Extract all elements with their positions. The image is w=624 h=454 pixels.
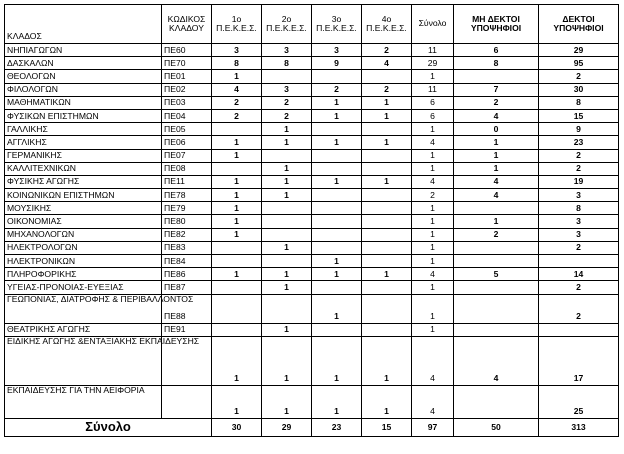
cell-pekes-2: 1 — [262, 136, 312, 149]
cell-klados: ΥΓΕΙΑΣ-ΠΡΟΝΟΙΑΣ-ΕΥΕΞΙΑΣ — [5, 281, 162, 294]
cell-pekes-3: 1 — [312, 268, 362, 281]
cell-pekes-2: 1 — [262, 175, 312, 188]
cell-kodikos: ΠΕ08 — [162, 162, 212, 175]
cell-pekes-2 — [262, 255, 312, 268]
cell-pekes-2: 1 — [262, 323, 312, 336]
cell-pekes-3: 9 — [312, 57, 362, 70]
cell-pekes-1: 1 — [212, 215, 262, 228]
table-row — [5, 96, 619, 109]
cell-klados: ΗΛΕΚΤΡΟΛΟΓΩΝ — [5, 241, 162, 254]
cell-pekes-2: 3 — [262, 44, 312, 57]
cell-kodikos: ΠΕ04 — [162, 109, 212, 122]
cell-pekes-3 — [312, 215, 362, 228]
cell-kodikos: ΠΕ01 — [162, 70, 212, 83]
cell-mh-dektoi — [454, 255, 539, 268]
cell-kodikos: ΠΕ83 — [162, 241, 212, 254]
cell-pekes-4 — [362, 162, 412, 175]
cell-kodikos: ΠΕ78 — [162, 189, 212, 202]
cell-mh-dektoi: 7 — [454, 83, 539, 96]
totals-pekes-1: 30 — [212, 418, 262, 436]
cell-pekes-1: 2 — [212, 96, 262, 109]
table-row — [5, 162, 619, 175]
table-row — [5, 189, 619, 202]
cell-pekes-2: 8 — [262, 57, 312, 70]
table-row — [5, 336, 619, 385]
cell-pekes-3: 1 — [312, 385, 362, 418]
cell-dektoi: 14 — [539, 268, 619, 281]
cell-mh-dektoi: 2 — [454, 96, 539, 109]
cell-klados: ΜΗΧΑΝΟΛΟΓΩΝ — [5, 228, 162, 241]
cell-dektoi: 19 — [539, 175, 619, 188]
cell-pekes-1: 1 — [212, 385, 262, 418]
cell-pekes-1 — [212, 323, 262, 336]
cell-klados: ΘΕΑΤΡΙΚΗΣ ΑΓΩΓΗΣ — [5, 323, 162, 336]
cell-dektoi: 23 — [539, 136, 619, 149]
cell-pekes-4 — [362, 215, 412, 228]
cell-pekes-1: 1 — [212, 70, 262, 83]
cell-dektoi: 3 — [539, 189, 619, 202]
cell-pekes-2: 3 — [262, 83, 312, 96]
cell-pekes-2: 1 — [262, 268, 312, 281]
cell-pekes-3: 1 — [312, 294, 362, 323]
cell-dektoi: 8 — [539, 96, 619, 109]
cell-klados: ΘΕΟΛΟΓΩΝ — [5, 70, 162, 83]
cell-pekes-4 — [362, 123, 412, 136]
cell-pekes-3 — [312, 189, 362, 202]
header-pekes-1: 1ο Π.Ε.Κ.Ε.Σ. — [212, 5, 262, 44]
cell-mh-dektoi: 5 — [454, 268, 539, 281]
cell-klados: ΦΙΛΟΛΟΓΩΝ — [5, 83, 162, 96]
cell-mh-dektoi: 1 — [454, 215, 539, 228]
cell-mh-dektoi: 2 — [454, 228, 539, 241]
cell-pekes-4: 1 — [362, 175, 412, 188]
cell-klados: ΟΙΚΟΝΟΜΙΑΣ — [5, 215, 162, 228]
cell-synolo: 4 — [412, 136, 454, 149]
cell-pekes-2: 1 — [262, 162, 312, 175]
cell-synolo: 1 — [412, 215, 454, 228]
cell-kodikos: ΠΕ05 — [162, 123, 212, 136]
cell-pekes-3: 1 — [312, 136, 362, 149]
cell-synolo: 2 — [412, 189, 454, 202]
cell-klados: ΚΑΛΛΙΤΕΧΝΙΚΩΝ — [5, 162, 162, 175]
cell-kodikos: ΠΕ86 — [162, 268, 212, 281]
totals-pekes-3: 23 — [312, 418, 362, 436]
cell-kodikos: ΠΕ87 — [162, 281, 212, 294]
cell-synolo: 1 — [412, 149, 454, 162]
totals-label: Σύνολο — [5, 418, 212, 436]
cell-pekes-2 — [262, 202, 312, 215]
header-mh-dektoi: ΜΗ ΔΕΚΤΟΙ ΥΠΟΨΗΦΙΟΙ — [454, 5, 539, 44]
cell-dektoi: 2 — [539, 162, 619, 175]
table-row — [5, 57, 619, 70]
cell-kodikos: ΠΕ79 — [162, 202, 212, 215]
table-row — [5, 123, 619, 136]
cell-synolo: 1 — [412, 202, 454, 215]
totals-pekes-2: 29 — [262, 418, 312, 436]
cell-kodikos: ΠΕ11 — [162, 175, 212, 188]
cell-synolo: 6 — [412, 109, 454, 122]
cell-mh-dektoi: 8 — [454, 57, 539, 70]
cell-pekes-4: 1 — [362, 109, 412, 122]
cell-synolo: 1 — [412, 241, 454, 254]
cell-klados: ΔΑΣΚΑΛΩΝ — [5, 57, 162, 70]
header-dektoi: ΔΕΚΤΟΙ ΥΠΟΨΗΦΙΟΙ — [539, 5, 619, 44]
cell-pekes-4 — [362, 255, 412, 268]
cell-synolo: 6 — [412, 96, 454, 109]
cell-synolo: 1 — [412, 228, 454, 241]
totals-row — [5, 418, 619, 436]
cell-pekes-4: 1 — [362, 336, 412, 385]
cell-mh-dektoi: 1 — [454, 162, 539, 175]
table-row — [5, 268, 619, 281]
table-row — [5, 136, 619, 149]
cell-pekes-2: 1 — [262, 385, 312, 418]
cell-dektoi: 25 — [539, 385, 619, 418]
cell-dektoi: 30 — [539, 83, 619, 96]
cell-pekes-4 — [362, 241, 412, 254]
cell-pekes-1: 1 — [212, 268, 262, 281]
header-pekes-2: 2ο Π.Ε.Κ.Ε.Σ. — [262, 5, 312, 44]
cell-pekes-4: 1 — [362, 268, 412, 281]
cell-kodikos: ΠΕ70 — [162, 57, 212, 70]
cell-klados: ΕΙΔΙΚΗΣ ΑΓΩΓΗΣ &ΕΝΤΑΞΙΑΚΗΣ ΕΚΠΑΙΔΕΥΣΗΣ — [5, 336, 162, 385]
cell-synolo: 1 — [412, 294, 454, 323]
cell-pekes-1: 1 — [212, 136, 262, 149]
cell-kodikos: ΠΕ88 — [162, 294, 212, 323]
table-row — [5, 149, 619, 162]
cell-pekes-1: 1 — [212, 149, 262, 162]
cell-pekes-1: 4 — [212, 83, 262, 96]
cell-klados: ΚΟΙΝΩΝΙΚΩΝ ΕΠΙΣΤΗΜΩΝ — [5, 189, 162, 202]
table-row — [5, 255, 619, 268]
cell-pekes-2: 1 — [262, 281, 312, 294]
cell-pekes-1 — [212, 294, 262, 323]
cell-dektoi: 8 — [539, 202, 619, 215]
cell-synolo: 1 — [412, 281, 454, 294]
cell-synolo: 1 — [412, 162, 454, 175]
cell-kodikos — [162, 385, 212, 418]
cell-klados: ΠΛΗΡΟΦΟΡΙΚΗΣ — [5, 268, 162, 281]
cell-pekes-2 — [262, 215, 312, 228]
cell-klados: ΓΑΛΛΙΚΗΣ — [5, 123, 162, 136]
cell-pekes-2: 1 — [262, 189, 312, 202]
cell-pekes-3: 1 — [312, 109, 362, 122]
totals-synolo: 97 — [412, 418, 454, 436]
cell-synolo: 11 — [412, 83, 454, 96]
cell-pekes-3 — [312, 149, 362, 162]
cell-pekes-3 — [312, 70, 362, 83]
cell-pekes-3 — [312, 162, 362, 175]
cell-pekes-2: 1 — [262, 336, 312, 385]
cell-kodikos: ΠΕ06 — [162, 136, 212, 149]
candidates-table — [4, 4, 619, 437]
table-row — [5, 385, 619, 418]
cell-synolo: 1 — [412, 123, 454, 136]
cell-kodikos: ΠΕ84 — [162, 255, 212, 268]
cell-mh-dektoi: 4 — [454, 336, 539, 385]
cell-dektoi: 2 — [539, 70, 619, 83]
cell-dektoi — [539, 255, 619, 268]
cell-klados: ΦΥΣΙΚΗΣ ΑΓΩΓΗΣ — [5, 175, 162, 188]
cell-pekes-3 — [312, 202, 362, 215]
cell-pekes-4 — [362, 294, 412, 323]
table-row — [5, 294, 619, 323]
cell-pekes-1: 8 — [212, 57, 262, 70]
cell-pekes-1: 1 — [212, 336, 262, 385]
cell-dektoi: 2 — [539, 281, 619, 294]
cell-synolo: 1 — [412, 70, 454, 83]
cell-pekes-3 — [312, 281, 362, 294]
table-row — [5, 323, 619, 336]
table-row — [5, 70, 619, 83]
table-wrapper — [4, 4, 619, 437]
cell-mh-dektoi — [454, 281, 539, 294]
cell-pekes-1: 1 — [212, 202, 262, 215]
header-pekes-4: 4ο Π.Ε.Κ.Ε.Σ. — [362, 5, 412, 44]
cell-pekes-2 — [262, 294, 312, 323]
cell-pekes-4 — [362, 189, 412, 202]
table-row — [5, 175, 619, 188]
table-row — [5, 281, 619, 294]
cell-mh-dektoi — [454, 294, 539, 323]
cell-pekes-4: 1 — [362, 385, 412, 418]
totals-dektoi: 313 — [539, 418, 619, 436]
cell-synolo: 4 — [412, 268, 454, 281]
cell-synolo: 4 — [412, 385, 454, 418]
cell-mh-dektoi: 0 — [454, 123, 539, 136]
cell-pekes-1: 1 — [212, 189, 262, 202]
cell-mh-dektoi: 4 — [454, 109, 539, 122]
cell-pekes-2: 2 — [262, 109, 312, 122]
header-row — [5, 5, 619, 44]
cell-pekes-1 — [212, 162, 262, 175]
cell-mh-dektoi: 1 — [454, 136, 539, 149]
cell-pekes-3 — [312, 241, 362, 254]
cell-dektoi: 3 — [539, 215, 619, 228]
cell-dektoi — [539, 323, 619, 336]
cell-synolo: 1 — [412, 323, 454, 336]
cell-dektoi: 2 — [539, 241, 619, 254]
cell-pekes-1: 2 — [212, 109, 262, 122]
cell-synolo: 11 — [412, 44, 454, 57]
cell-pekes-3: 1 — [312, 175, 362, 188]
cell-pekes-1 — [212, 123, 262, 136]
cell-kodikos: ΠΕ60 — [162, 44, 212, 57]
cell-pekes-4 — [362, 149, 412, 162]
table-row — [5, 228, 619, 241]
cell-pekes-4: 1 — [362, 136, 412, 149]
cell-pekes-4 — [362, 202, 412, 215]
cell-pekes-4: 2 — [362, 44, 412, 57]
cell-pekes-3: 1 — [312, 336, 362, 385]
cell-dektoi: 9 — [539, 123, 619, 136]
cell-mh-dektoi: 4 — [454, 189, 539, 202]
cell-synolo: 1 — [412, 255, 454, 268]
cell-mh-dektoi — [454, 202, 539, 215]
cell-dektoi: 95 — [539, 57, 619, 70]
cell-pekes-4 — [362, 70, 412, 83]
cell-dektoi: 29 — [539, 44, 619, 57]
cell-pekes-4: 4 — [362, 57, 412, 70]
cell-kodikos: ΠΕ03 — [162, 96, 212, 109]
cell-pekes-1: 3 — [212, 44, 262, 57]
cell-klados: ΓΕΩΠΟΝΙΑΣ, ΔΙΑΤΡΟΦΗΣ & ΠΕΡΙΒΑΛΛΟΝΤΟΣ — [5, 294, 162, 323]
cell-pekes-4: 1 — [362, 96, 412, 109]
cell-kodikos: ΠΕ91 — [162, 323, 212, 336]
cell-pekes-2 — [262, 70, 312, 83]
cell-klados: ΜΑΘΗΜΑΤΙΚΩΝ — [5, 96, 162, 109]
totals-pekes-4: 15 — [362, 418, 412, 436]
table-row — [5, 83, 619, 96]
cell-dektoi: 2 — [539, 149, 619, 162]
cell-pekes-4 — [362, 228, 412, 241]
cell-klados: ΓΕΡΜΑΝΙΚΗΣ — [5, 149, 162, 162]
cell-kodikos: ΠΕ07 — [162, 149, 212, 162]
cell-pekes-3 — [312, 123, 362, 136]
cell-mh-dektoi: 1 — [454, 149, 539, 162]
table-row — [5, 44, 619, 57]
cell-pekes-4 — [362, 281, 412, 294]
totals-mh-dektoi: 50 — [454, 418, 539, 436]
cell-mh-dektoi: 4 — [454, 175, 539, 188]
cell-dektoi: 17 — [539, 336, 619, 385]
table-body — [5, 44, 619, 419]
cell-klados: ΕΚΠΑΙΔΕΥΣΗΣ ΓΙΑ ΤΗΝ ΑΕΙΦΟΡΙΑ — [5, 385, 162, 418]
cell-pekes-3: 2 — [312, 83, 362, 96]
header-kodikos: ΚΩΔΙΚΟΣ ΚΛΑΔΟΥ — [162, 5, 212, 44]
cell-klados: ΦΥΣΙΚΩΝ ΕΠΙΣΤΗΜΩΝ — [5, 109, 162, 122]
cell-pekes-3 — [312, 228, 362, 241]
header-synolo: Σύνολο — [412, 5, 454, 44]
cell-pekes-2: 2 — [262, 96, 312, 109]
cell-klados: ΜΟΥΣΙΚΗΣ — [5, 202, 162, 215]
cell-mh-dektoi — [454, 241, 539, 254]
cell-dektoi: 15 — [539, 109, 619, 122]
cell-mh-dektoi — [454, 323, 539, 336]
cell-dektoi: 3 — [539, 228, 619, 241]
cell-pekes-3 — [312, 323, 362, 336]
cell-pekes-3: 1 — [312, 96, 362, 109]
cell-pekes-1: 1 — [212, 228, 262, 241]
cell-pekes-4 — [362, 323, 412, 336]
cell-pekes-1 — [212, 241, 262, 254]
cell-dektoi: 2 — [539, 294, 619, 323]
cell-pekes-1: 1 — [212, 175, 262, 188]
table-row — [5, 241, 619, 254]
cell-pekes-2 — [262, 149, 312, 162]
cell-pekes-1 — [212, 255, 262, 268]
header-pekes-3: 3ο Π.Ε.Κ.Ε.Σ. — [312, 5, 362, 44]
cell-synolo: 29 — [412, 57, 454, 70]
cell-klados: ΗΛΕΚΤΡΟΝΙΚΩΝ — [5, 255, 162, 268]
table-row — [5, 202, 619, 215]
cell-pekes-2: 1 — [262, 241, 312, 254]
cell-synolo: 4 — [412, 175, 454, 188]
cell-synolo: 4 — [412, 336, 454, 385]
header-klados: ΚΛΑΔΟΣ — [5, 5, 162, 44]
cell-pekes-4: 2 — [362, 83, 412, 96]
cell-pekes-1 — [212, 281, 262, 294]
cell-pekes-3: 3 — [312, 44, 362, 57]
cell-pekes-2: 1 — [262, 123, 312, 136]
cell-kodikos: ΠΕ82 — [162, 228, 212, 241]
cell-kodikos: ΠΕ80 — [162, 215, 212, 228]
cell-mh-dektoi — [454, 385, 539, 418]
cell-klados: ΑΓΓΛΙΚΗΣ — [5, 136, 162, 149]
cell-klados: ΝΗΠΙΑΓΩΓΩΝ — [5, 44, 162, 57]
cell-mh-dektoi: 6 — [454, 44, 539, 57]
cell-kodikos: ΠΕ02 — [162, 83, 212, 96]
cell-pekes-3: 1 — [312, 255, 362, 268]
cell-mh-dektoi — [454, 70, 539, 83]
cell-pekes-2 — [262, 228, 312, 241]
table-row — [5, 215, 619, 228]
table-row — [5, 109, 619, 122]
